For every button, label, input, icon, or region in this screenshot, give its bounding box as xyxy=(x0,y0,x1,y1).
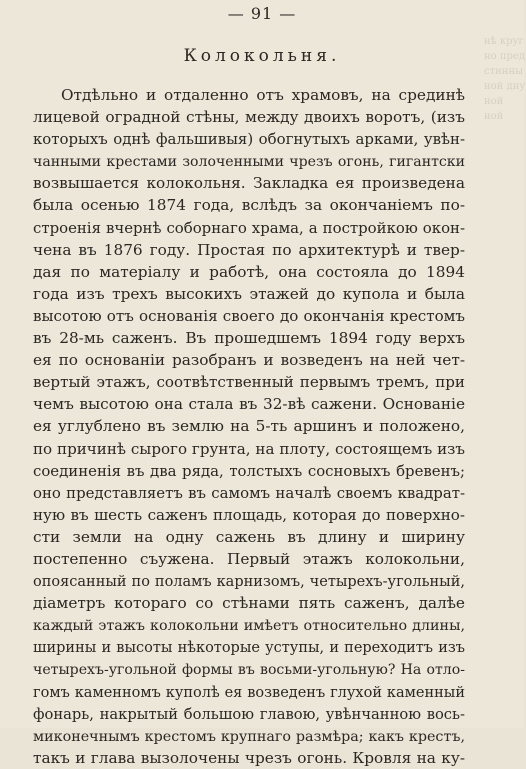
text-line: чена въ 1876 году. Простая по архитектурѣ и твер- xyxy=(33,240,465,259)
text-line: фонарь, накрытый большою главою, увѣнчанною вось- xyxy=(33,705,465,723)
text-line: ширины и высоты нѣкоторые уступы, и переходитъ изъ xyxy=(33,640,465,657)
page-number: — 91 — xyxy=(227,4,297,23)
bleed-line: ной xyxy=(484,96,504,107)
text-line: четырехъ-угольной формы въ восьми-угольную? На отло- xyxy=(33,662,465,679)
text-line: по причинѣ сырого грунта, на плоту, состоящемъ изъ xyxy=(33,439,465,458)
bleed-line: но пред xyxy=(484,51,526,62)
text-line: оно представляетъ въ самомъ началѣ своемъ квадрат- xyxy=(33,483,465,502)
text-line: года изъ трехъ высокихъ этажей до купола и была xyxy=(33,284,465,303)
text-line: чемъ высотою она стала въ 32-вѣ сажени. Основаніе xyxy=(33,395,465,414)
bleed-line: ной дну xyxy=(484,81,526,92)
text-line: строенія вчернѣ соборнаго храма, а постройкою окон- xyxy=(33,218,465,237)
text-line: была осенью 1874 года, вслѣдъ за окончаніемъ по- xyxy=(33,196,465,215)
text-line: ея углублено въ землю на 5-ть аршинъ и положено, xyxy=(33,417,465,436)
text-line: чанными крестами золоченными чрезъ огонь, гигантски xyxy=(33,154,465,171)
text-line: діаметръ котораго со стѣнами пять саженъ, далѣе xyxy=(33,594,465,613)
text-line: постепенно съужена. Первый этажъ колокольни, xyxy=(33,549,465,568)
body-text xyxy=(33,84,465,769)
text-line: вертый этажъ, соотвѣтственный первымъ тремъ, при xyxy=(33,373,465,392)
text-line: миконечнымъ крестомъ крупнаго размѣра; какъ крестъ, xyxy=(33,728,465,745)
text-line: которыхъ однѣ фальшивыя) обогнутыхъ арками, увѣн- xyxy=(33,130,465,149)
text-line: такъ и глава вызолочены чрезъ огонь. Кровля на ку- xyxy=(33,748,465,767)
text-line: каждый этажъ колокольни имѣетъ относительно длины, xyxy=(33,618,465,635)
text-line: опоясанный по поламъ карнизомъ, четырехъ-угольный, xyxy=(33,574,465,591)
text-line: гомъ каменномъ куполѣ ея возведенъ глухой каменный xyxy=(33,684,465,701)
text-line: въ 28-мь саженъ. Въ прошедшемъ 1894 году верхъ xyxy=(33,329,465,348)
text-line: высотою отъ основанія своего до окончанія крестомъ xyxy=(33,306,465,325)
text-line: лицевой оградной стѣны, между двоихъ воротъ, (изъ xyxy=(33,108,465,127)
text-line: сти земли на одну сажень въ длину и ширину xyxy=(33,527,465,546)
text-line: Отдѣльно и отдаленно отъ храмовъ, на срединѣ xyxy=(61,86,465,104)
bleed-line: нѣ круг xyxy=(484,36,524,47)
text-line: ную въ шесть саженъ площадь, которая до поверхно- xyxy=(33,505,465,524)
section-heading: Колокольня. xyxy=(183,46,341,66)
text-line: возвышается колокольня. Закладка ея произведена xyxy=(33,174,465,193)
text-line: ея по основаніи разобранъ и возведенъ на ней чет- xyxy=(33,351,465,370)
bleed-line: ной xyxy=(484,111,504,122)
text-line: дая по матеріалу и работѣ, она состояла до 1894 xyxy=(33,262,465,281)
bleed-line: стинны xyxy=(484,66,524,77)
text-line: соединенія въ два ряда, толстыхъ сосновыхъ бревенъ; xyxy=(33,461,465,480)
